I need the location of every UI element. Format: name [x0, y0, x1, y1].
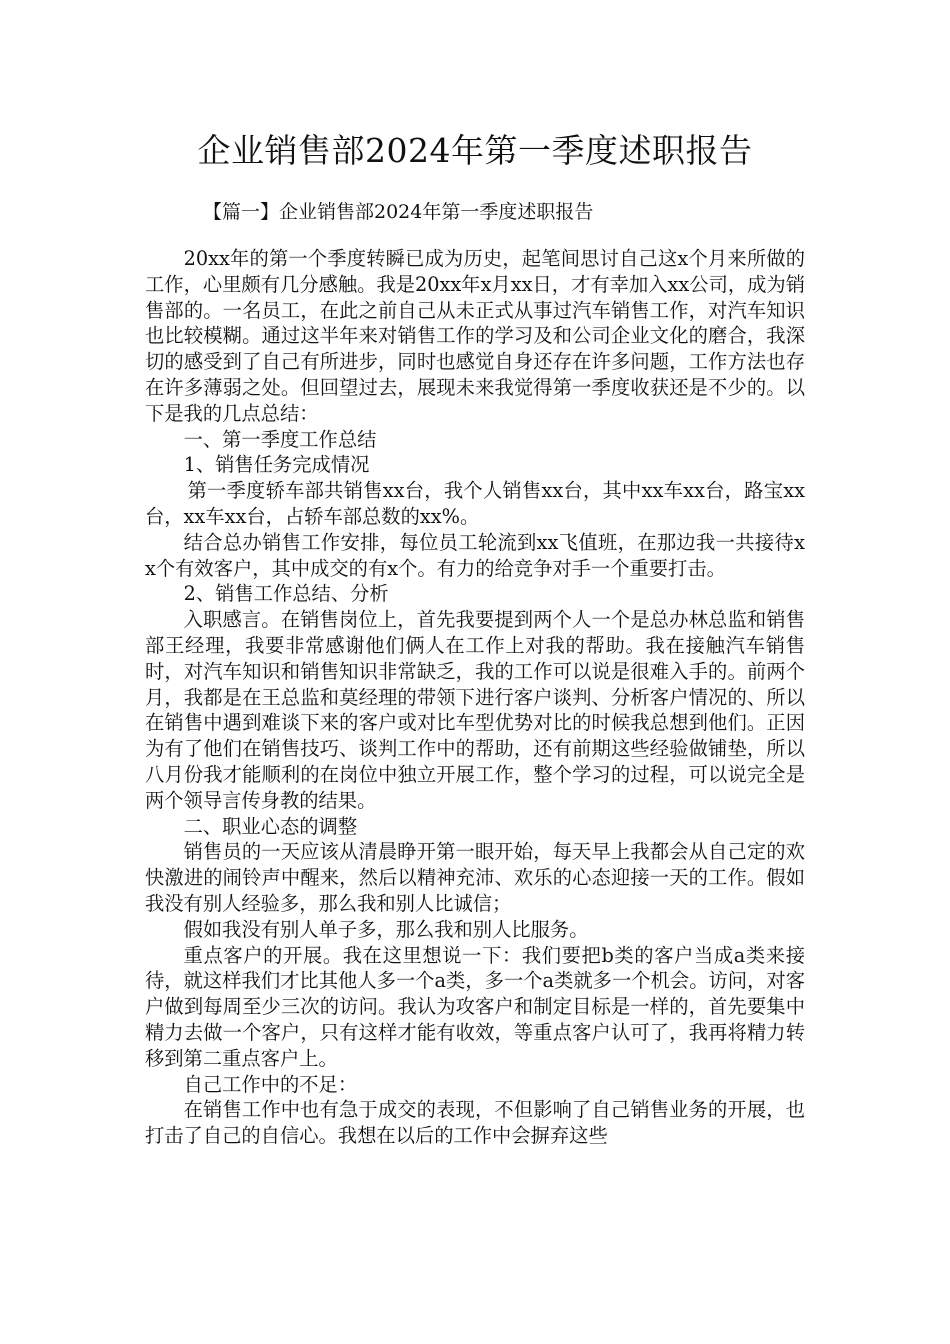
heading-section-2: 二、职业心态的调整	[183, 814, 358, 838]
document-subtitle: 【篇一】企业销售部2024年第一季度述职报告	[203, 201, 594, 223]
paragraph-service: 假如我没有别人单子多，那么我和别人比服务。	[183, 917, 589, 941]
paragraph-daily-attitude: 销售员的一天应该从清晨睁开第一眼开始，每天早上我都会从自己定的欢快激进的闹铃声中醒来，然后以精神充沛、欢乐的心态迎接一天的工作。假如我没有别人经验多，那么我和别人比诚信；	[145, 840, 805, 915]
heading-section-1: 一、第一季度工作总结	[183, 427, 377, 451]
paragraph-key-clients: 重点客户的开展。我在这里想说一下：我们要把b类的客户当成a类来接待，就这样我们才比其他人多一个a类，多一个a类就多一个机会。访问，对客户做到每周至少三次的访问。我认为攻客户和制定目标是一样的，首先要集中精力去做一个客户，只有这样才能有收效，等重点客户认可了，我再将精力转移到第二重点客户上。	[145, 943, 805, 1070]
paragraph-sales-figures: 第一季度轿车部共销售xx台，我个人销售xx台，其中xx车xx台，路宝xx台，xx车xx台，占轿车部总数的xx%。	[145, 479, 805, 528]
heading-subsection-1: 1、销售任务完成情况	[183, 453, 370, 477]
document-title: 企业销售部2024年第一季度述职报告	[197, 131, 753, 170]
paragraph-onboarding: 入职感言。在销售岗位上，首先我要提到两个人一个是总办林总监和销售部王经理，我要非常感谢他们俩人在工作上对我的帮助。我在接触汽车销售时，对汽车知识和销售知识非常缺乏，我的工作可以说是很难入手的。前两个月，我都是在王总监和莫经理的带领下进行客户谈判、分析客户情况的、所以在销售中遇到难谈下来的客户或对比车型优势对比的时候我总想到他们。正因为有了他们在销售技巧、谈判工作中的帮助，还有前期这些经验做铺垫，所以八月份我才能顺利的在岗位中独立开展工作，整个学习的过程，可以说完全是两个领导言传身教的结果。	[145, 608, 805, 812]
paragraph-intro: 20xx年的第一个季度转瞬已成为历史，起笔间思讨自己这x个月来所做的工作，心里颇有几分感触。我是20xx年x月xx日，才有幸加入xx公司，成为销售部的。一名员工，在此之前自己从未正式从事过汽车销售工作，对汽车知识也比较模糊。通过这半年来对销售工作的学习及和公司企业文化的磨合，我深切的感受到了自己有所进步，同时也感觉自身还存在许多问题，工作方法也存在许多薄弱之处。但回望过去，展现未来我觉得第一季度收获还是不少的。以下是我的几点总结：	[145, 247, 805, 425]
paragraph-shortcomings: 在销售工作中也有急于成交的表现，不但影响了自己销售业务的开展，也打击了自己的自信心。我想在以后的工作中会摒弃这些	[145, 1098, 805, 1148]
document-body	[145, 246, 805, 1149]
heading-subsection-2: 2、销售工作总结、分析	[183, 582, 389, 606]
paragraph-duty-reception: 结合总办销售工作安排，每位员工轮流到xx飞值班，在那边我一共接待xx个有效客户，其中成交的有x个。有力的给竞争对手一个重要打击。	[145, 530, 805, 580]
heading-shortcomings: 自己工作中的不足：	[183, 1072, 358, 1096]
